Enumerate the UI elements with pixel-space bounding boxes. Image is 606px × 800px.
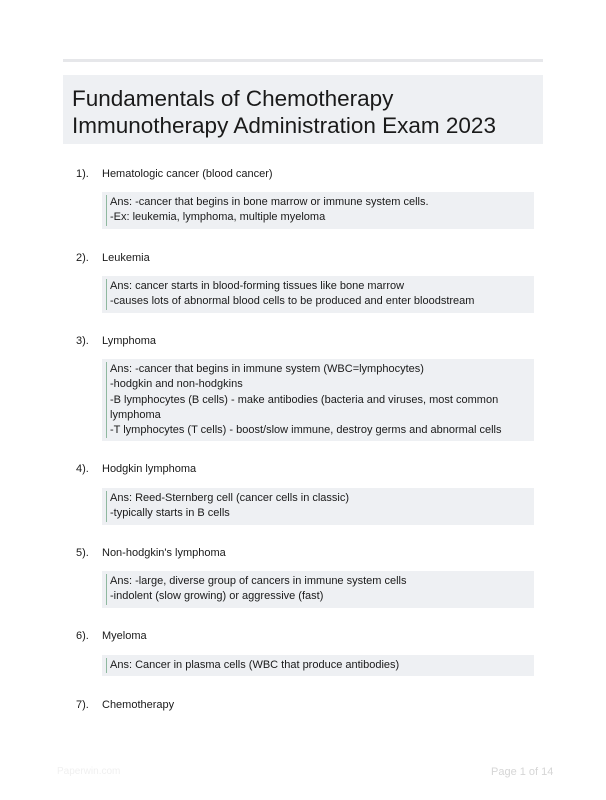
question-text: Hodgkin lymphoma [102,463,197,475]
answer-text: Ans: -cancer that begins in immune system (WBC=lymphocytes) -hodgkin and non-hodgkins -B lymphocytes (B cells) - make antibodies (bacteria and viruses, most common lymphoma -T lymphocytes (T cells) - boost/slow immune, destroy germs and abnormal cells [106,362,530,438]
question-text: Chemotherapy [102,699,175,711]
answer-text: Ans: -cancer that begins in bone marrow or immune system cells. -Ex: leukemia, lymphoma, multiple myeloma [106,195,530,226]
page-indicator: Page 1 of 14 [491,766,554,778]
question-number: 3). [76,335,89,347]
answer-text: Ans: -large, diverse group of cancers in immune system cells -indolent (slow growing) or aggressive (fast) [106,574,530,605]
question-number: 5). [76,547,89,559]
answer-box [102,571,534,608]
page-title: Fundamentals of Chemotherapy Immunotherapy Administration Exam 2023 [72,86,496,138]
answer-text: Ans: cancer starts in blood-forming tissues like bone marrow -causes lots of abnormal blood cells to be produced and enter bloodstream [106,279,530,310]
answer-text: Ans: Reed-Sternberg cell (cancer cells in classic) -typically starts in B cells [106,491,530,522]
question-text: Hematologic cancer (blood cancer) [102,168,273,180]
answer-box [102,276,534,313]
question-number: 7). [76,699,89,711]
footer-watermark: Paperwin.com [57,766,121,777]
question-number: 2). [76,252,89,264]
top-divider [63,59,543,62]
question-number: 1). [76,168,89,180]
answer-box [102,359,534,441]
question-number: 4). [76,463,89,475]
answer-box [102,192,534,229]
question-number: 6). [76,630,89,642]
question-text: Myeloma [102,630,147,642]
title-banner [63,75,543,144]
answer-text: Ans: Cancer in plasma cells (WBC that produce antibodies) [106,658,530,673]
question-text: Leukemia [102,252,150,264]
answer-box [102,655,534,676]
question-text: Non-hodgkin's lymphoma [102,547,226,559]
question-text: Lymphoma [102,335,157,347]
answer-box [102,488,534,525]
